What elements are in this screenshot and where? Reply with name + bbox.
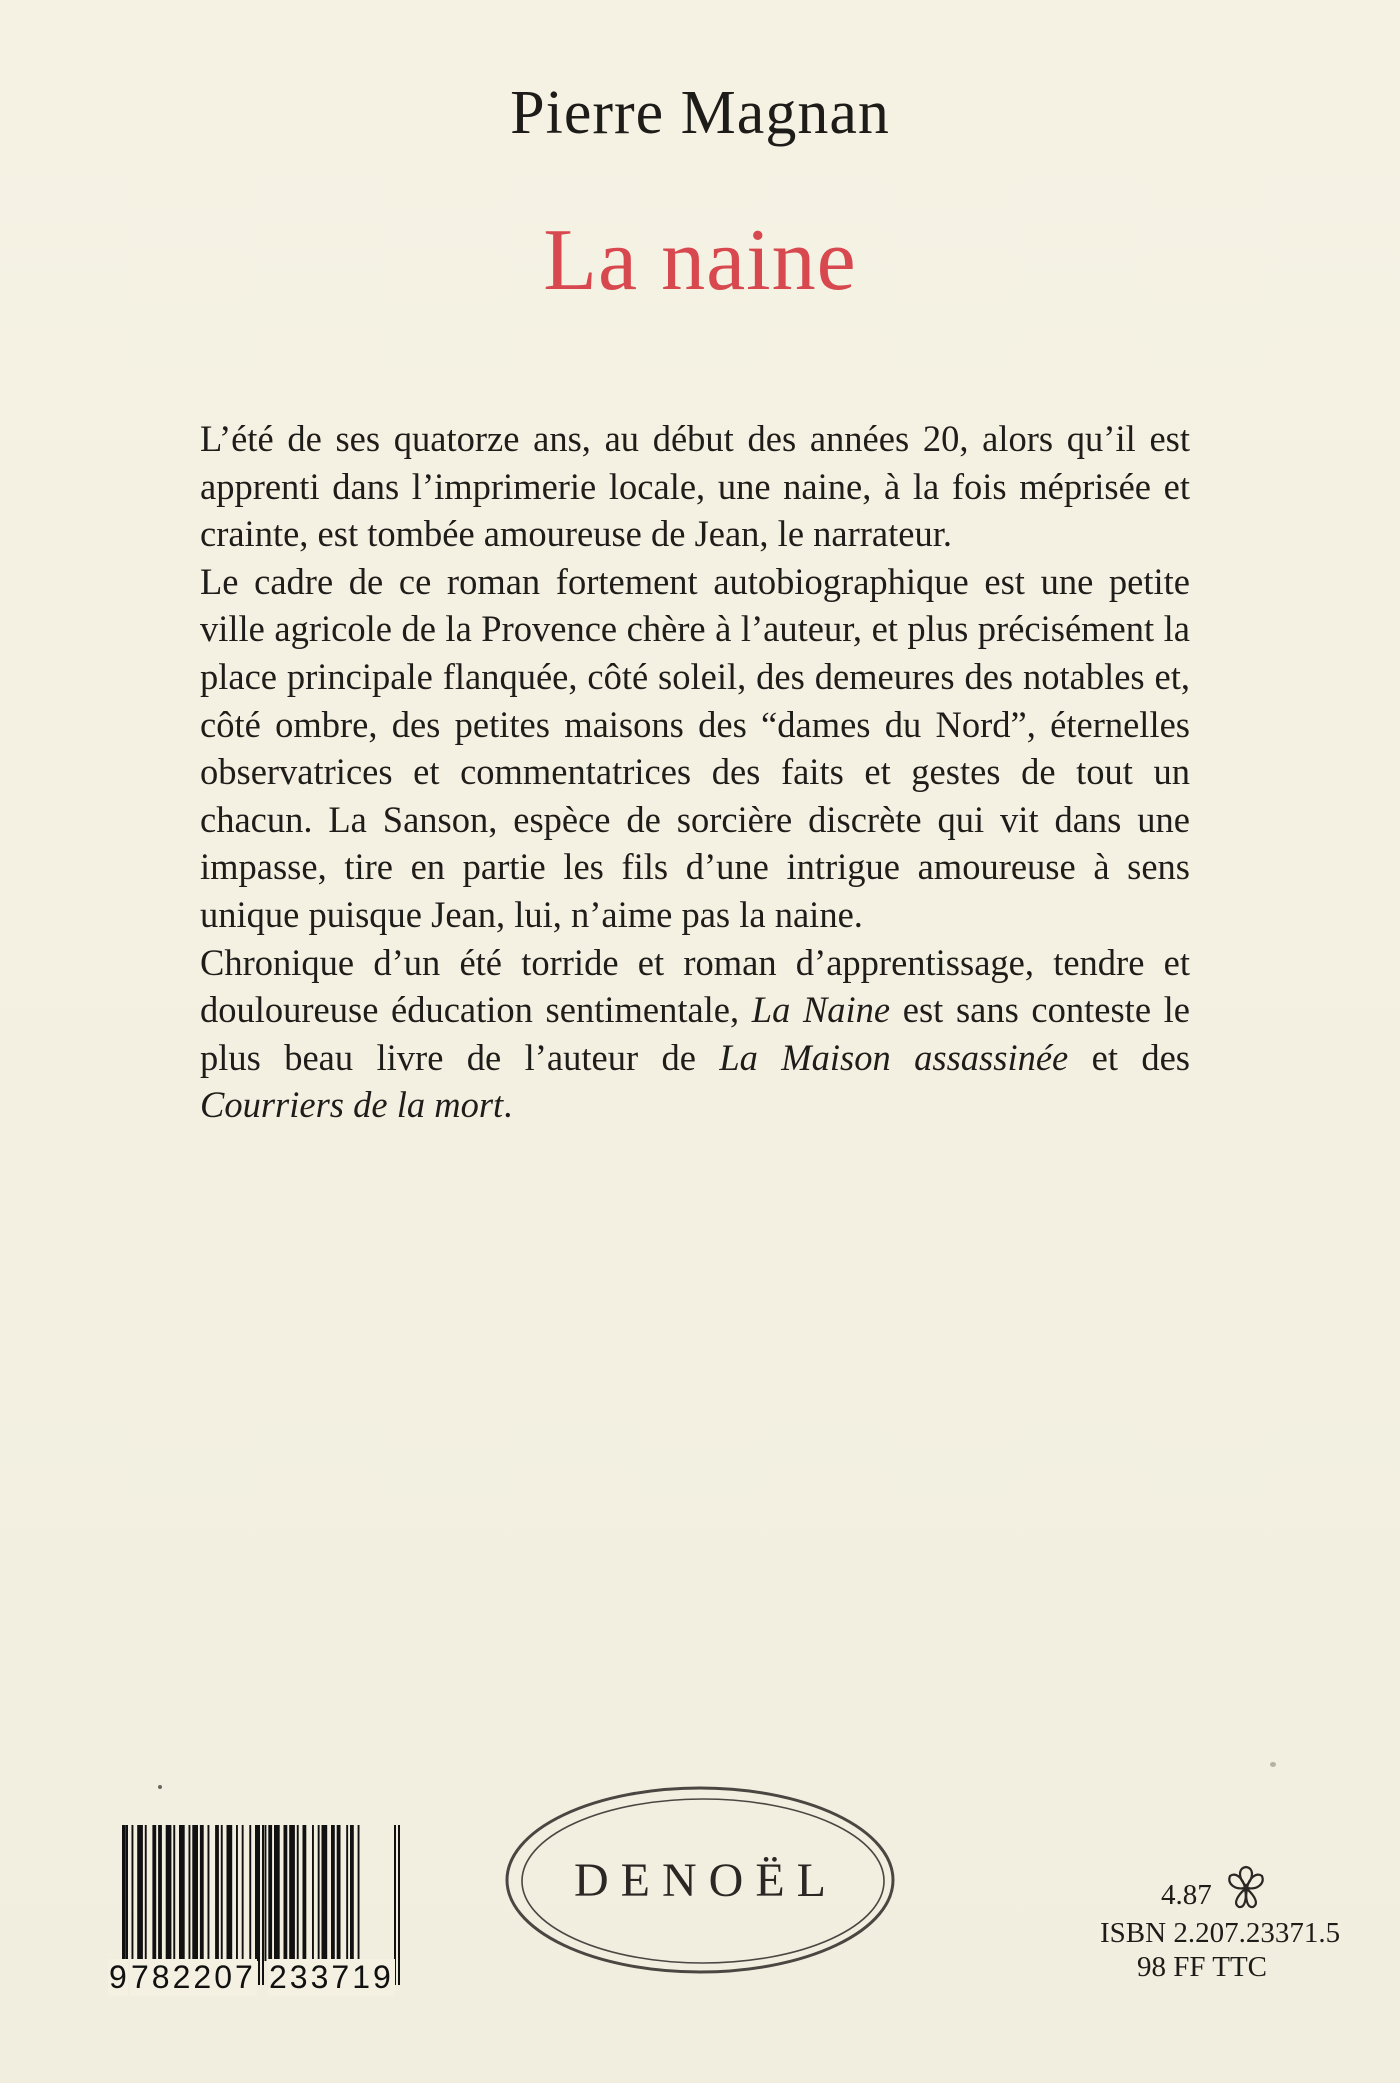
- flower-icon: [1223, 1864, 1269, 1910]
- author-name: Pierre Magnan: [510, 79, 890, 147]
- barcode-bar: [242, 1825, 244, 1961]
- barcode-bar: [145, 1825, 147, 1961]
- other-title-italic: Courriers de la mort: [200, 1084, 504, 1126]
- barcode-bar: [303, 1825, 307, 1961]
- barcode-bar: [268, 1825, 272, 1961]
- blurb: [200, 415, 1190, 1129]
- isbn: ISBN 2.207.23371.5: [1100, 1917, 1341, 1949]
- barcode: [108, 1825, 410, 2000]
- barcode-digits: [108, 1959, 410, 1999]
- barcode-group-1: 782207: [131, 1959, 256, 1995]
- paper-speck: [1270, 1762, 1276, 1767]
- price: 98 FF TTC: [1137, 1951, 1268, 1983]
- barcode-bar: [289, 1825, 295, 1961]
- barcode-bar: [297, 1825, 299, 1961]
- barcode-bar: [208, 1825, 210, 1961]
- price-code: 4.87: [1161, 1879, 1212, 1911]
- publisher-name: DENOËL: [574, 1853, 838, 1907]
- barcode-bar: [331, 1825, 335, 1961]
- paper-speck: [158, 1785, 162, 1789]
- barcode-bar: [179, 1825, 185, 1961]
- blurb-paragraph-2: Le cadre de ce roman fortement autobiographique est une petite ville agricole de la Provence chère à l’auteur, et plus précisément la place principale flanquée, côté soleil, des demeures des notables et, côté ombre, des petites maisons des “dames du Nord”, éternelles observatrices et commentatrices des faits et gestes de tout un chacun. La Sanson, espèce de sorcière discrète qui vit dans une impasse, tire en partie les fils d’une intrigue amoureuse à sens unique puisque Jean, lui, n’aime pas la naine.: [200, 560, 1190, 935]
- barcode-bar: [312, 1825, 314, 1961]
- barcode-group-2: 233719: [269, 1959, 394, 1995]
- barcode-bar: [152, 1825, 156, 1961]
- barcode-bar: [236, 1825, 238, 1961]
- other-title-italic: La Maison assassinée: [719, 1036, 1069, 1078]
- book-title-italic: La Naine: [751, 989, 891, 1031]
- publisher-logo: [500, 1780, 900, 1980]
- blurb-paragraph-3: [200, 939, 1190, 1129]
- barcode-bar: [249, 1825, 251, 1961]
- barcode-bar: [322, 1825, 328, 1961]
- barcode-bar: [158, 1825, 162, 1961]
- blurb-paragraph-1: L’été de ses quatorze ans, au début des années 20, alors qu’il est apprenti dans l’imprimerie locale, une naine, à la fois méprisée et crainte, est tombée amoureuse de Jean, le narrateur.: [200, 418, 1190, 555]
- barcode-bar: [318, 1825, 320, 1961]
- book-title: La naine: [543, 212, 857, 309]
- barcode-bar: [137, 1825, 143, 1961]
- barcode-bar: [221, 1825, 223, 1961]
- barcode-bar: [189, 1825, 191, 1961]
- barcode-first-digit: 9: [109, 1959, 127, 1995]
- blurb-text: Chronique d’un été torride et roman d’apprentissage, tendre et douloureuse éducation sentimentale,: [200, 941, 1190, 1031]
- barcode-bar: [132, 1825, 134, 1961]
- barcode-bar: [346, 1825, 348, 1961]
- barcode-bar: [215, 1825, 219, 1961]
- barcode-bar: [337, 1825, 341, 1961]
- blurb-text: .: [503, 1084, 513, 1126]
- blurb-text: et des: [1068, 1036, 1190, 1078]
- barcode-bar: [274, 1825, 280, 1961]
- barcode-bar: [200, 1825, 204, 1961]
- barcode-bar: [350, 1825, 354, 1961]
- barcode-bar: [265, 1825, 267, 1961]
- blurb-text: est sans conteste le plus beau livre de l’auteur de: [200, 989, 1190, 1078]
- barcode-bar: [358, 1825, 360, 1961]
- barcode-bar: [227, 1825, 233, 1961]
- barcode-bar: [284, 1825, 288, 1961]
- barcode-bar: [192, 1825, 198, 1961]
- barcode-bar: [173, 1825, 175, 1961]
- barcode-bar: [166, 1825, 172, 1961]
